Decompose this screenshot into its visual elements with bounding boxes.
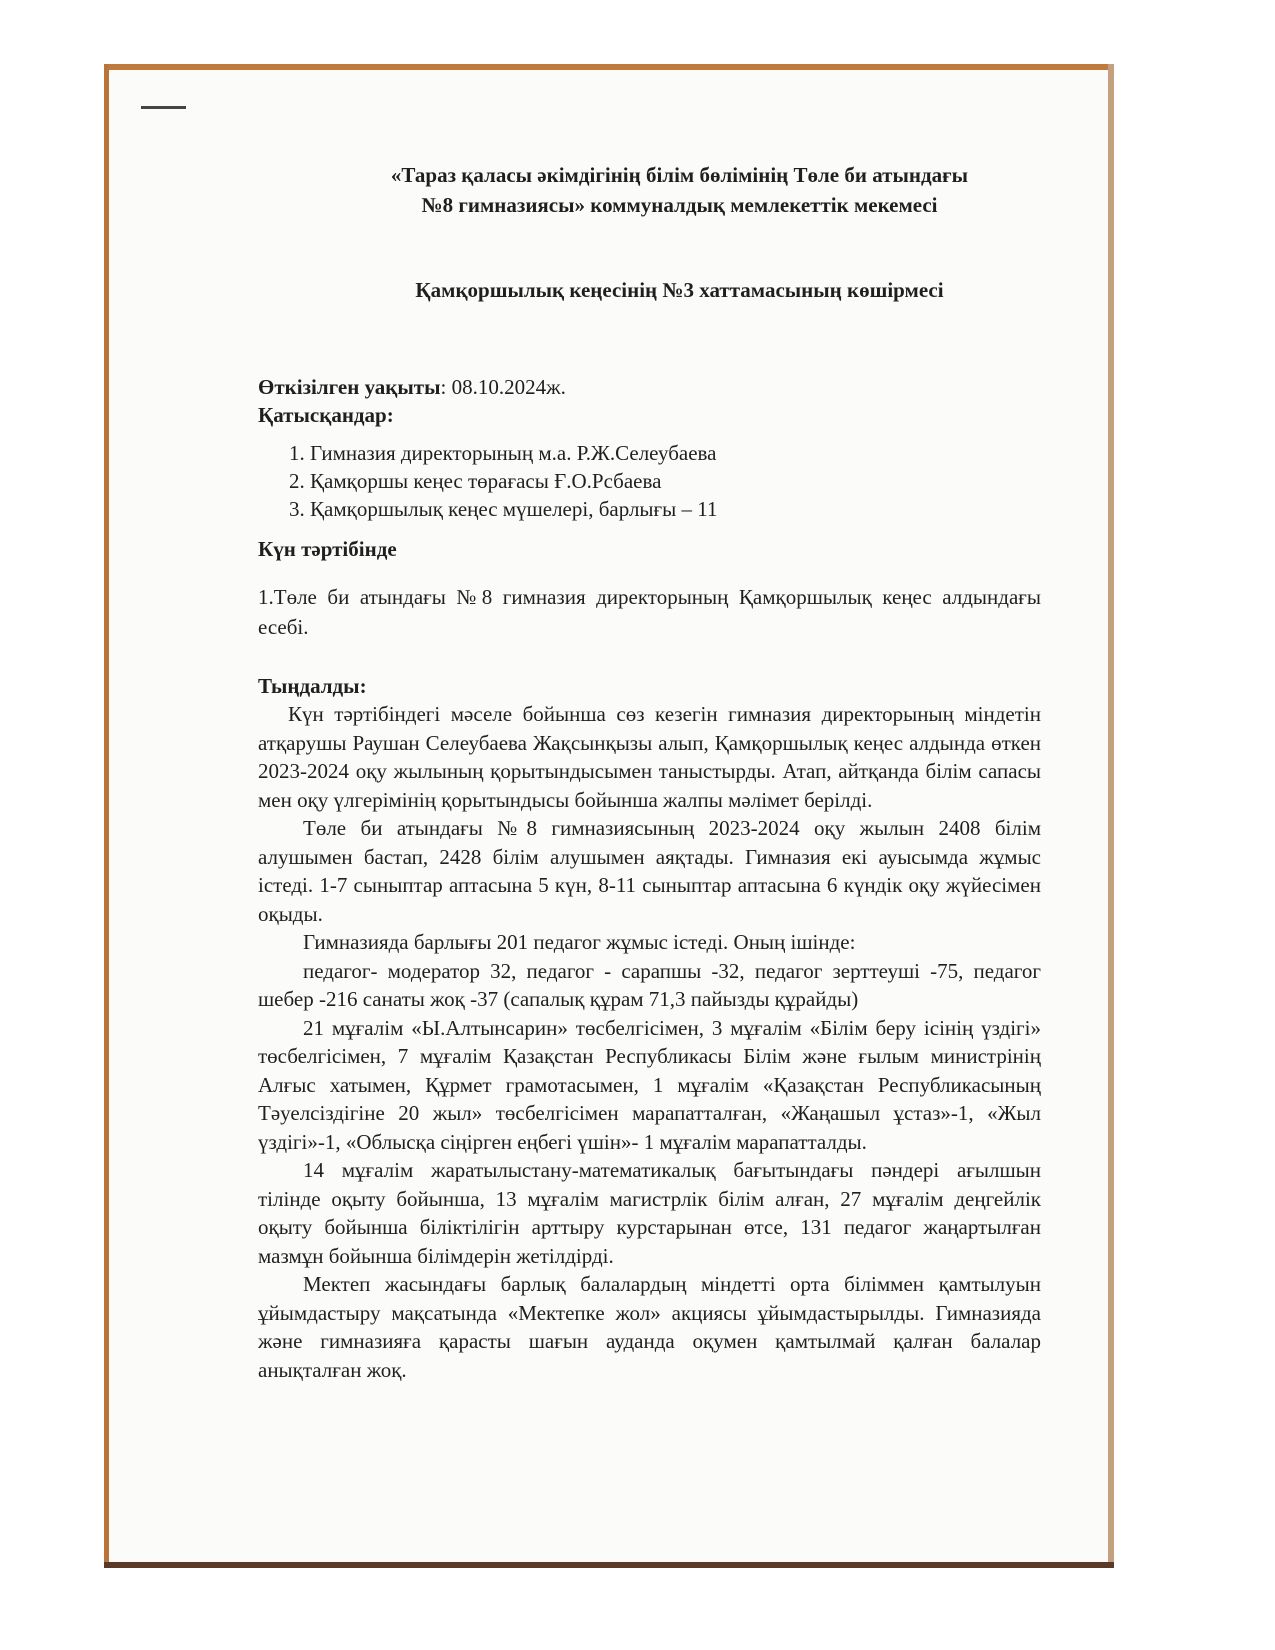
paper-edge-left [104,64,109,1568]
heard-paragraph: 21 мұғалім «Ы.Алтынсарин» төсбелгісімен, 3 мұғалім «Білім беру ісінің үздігі» төсбелгісімен, 7 мұғалім Қазақстан Республикасы Білім және ғылым министрінің Алғыс хатымен, Құрмет грамотасымен, 1 мұғалім «Қазақстан Республикасының Тәуелсіздігіне 20 жыл» төсбелгісімен марапатталған, «Жаңашыл ұстаз»-1, «Жыл үздігі»-1, «Облысқа сіңірген еңбегі үшін»- 1 мұғалім марапатталды. [258,1015,1041,1154]
heard-paragraph: Күн тәртібіндегі мәселе бойынша сөз кезегін гимназия директорының міндетін атқарушы Раушан Селеубаева Жақсынқызы алып, Қамқоршылық кеңес алдында өткен 2023-2024 оқу жылының қорытындысымен таныстырды. Атап, айтқанда білім сапасы мен оқу үлгерімінің қорытындысы бойынша жалпы мәлімет берілді. [258,702,1041,812]
participants-list [258,439,1041,523]
heard-paragraph: педагог- модератор 32, педагог - сарапшы -32, педагог зерттеуші -75, педагог шебер -216 санаты жоқ -37 (сапалық құрам 71,3 пайызды құрайды) [258,958,1041,1011]
participant-item: 2. Қамқоршы кеңес төрағасы Ғ.О.Рсбаева [310,467,1041,495]
meeting-meta [258,373,1041,429]
document-body [258,160,1041,1384]
participants-label: Қатысқандар: [258,403,394,427]
held-label: Өткізілген уақыты [258,375,441,399]
participant-item: 1. Гимназия директорының м.а. Р.Ж.Селеубаева [310,439,1041,467]
heard-paragraph: 14 мұғалім жаратылыстану-математикалық бағытындағы пәндері ағылшын тілінде оқыту бойынша, 13 мұғалім магистрлік білім алған, 27 мұғалім деңгейлік оқыту бойынша біліктілігін арттыру курстарынан өтсе, 131 педагог жаңартылған мазмұн бойынша білімдерін жетілдірді. [258,1158,1041,1268]
institution-header [318,160,1041,220]
paper-edge-right [1108,64,1114,1568]
held-value: : 08.10.2024ж. [440,375,566,399]
paper-edge-top [104,64,1114,70]
agenda-item: 1.Төле би атындағы №8 гимназия директорының Қамқоршылық кеңес алдындағы есебі. [258,585,1041,639]
header-line-1: «Тараз қаласы әкімдігінің білім бөлімінің Төле би атындағы [390,163,969,187]
participant-item: 3. Қамқоршылық кеңес мүшелері, барлығы – 11 [310,495,1041,523]
document-title: Қамқоршылық кеңесінің №3 хаттамасының көшірмесі [415,278,944,302]
heard-paragraph: Төле би атындағы №8 гимназиясының 2023-2024 оқу жылын 2408 білім алушымен бастап, 2428 білім алушымен аяқтады. Гимназия екі ауысымда жұмыс істеді. 1-7 сыныптар аптасына 5 күн, 8-11 сыныптар аптасына 6 күндік оқу жүйесімен оқыды. [258,816,1041,926]
heard-paragraph: Мектеп жасындағы барлық балалардың міндетті орта біліммен қамтылуын ұйымдастыру мақсатында «Мектепке жол» акциясы ұйымдастырылды. Гимназияда және гимназияға қарасты шағын ауданда оқумен қамтылмай қалған балалар анықталған жоқ. [258,1272,1041,1382]
heard-paragraph: Гимназияда барлығы 201 педагог жұмыс істеді. Оның ішінде: [303,930,856,954]
paper-edge-bottom [104,1562,1114,1568]
header-line-2: №8 гимназиясы» коммуналдық мемлекеттік мекемесі [421,193,938,217]
held-line [258,373,1041,401]
agenda-heading: Күн тәртібінде [258,537,397,561]
corner-mark [141,106,186,109]
heard-heading: Тыңдалды: [258,674,367,698]
